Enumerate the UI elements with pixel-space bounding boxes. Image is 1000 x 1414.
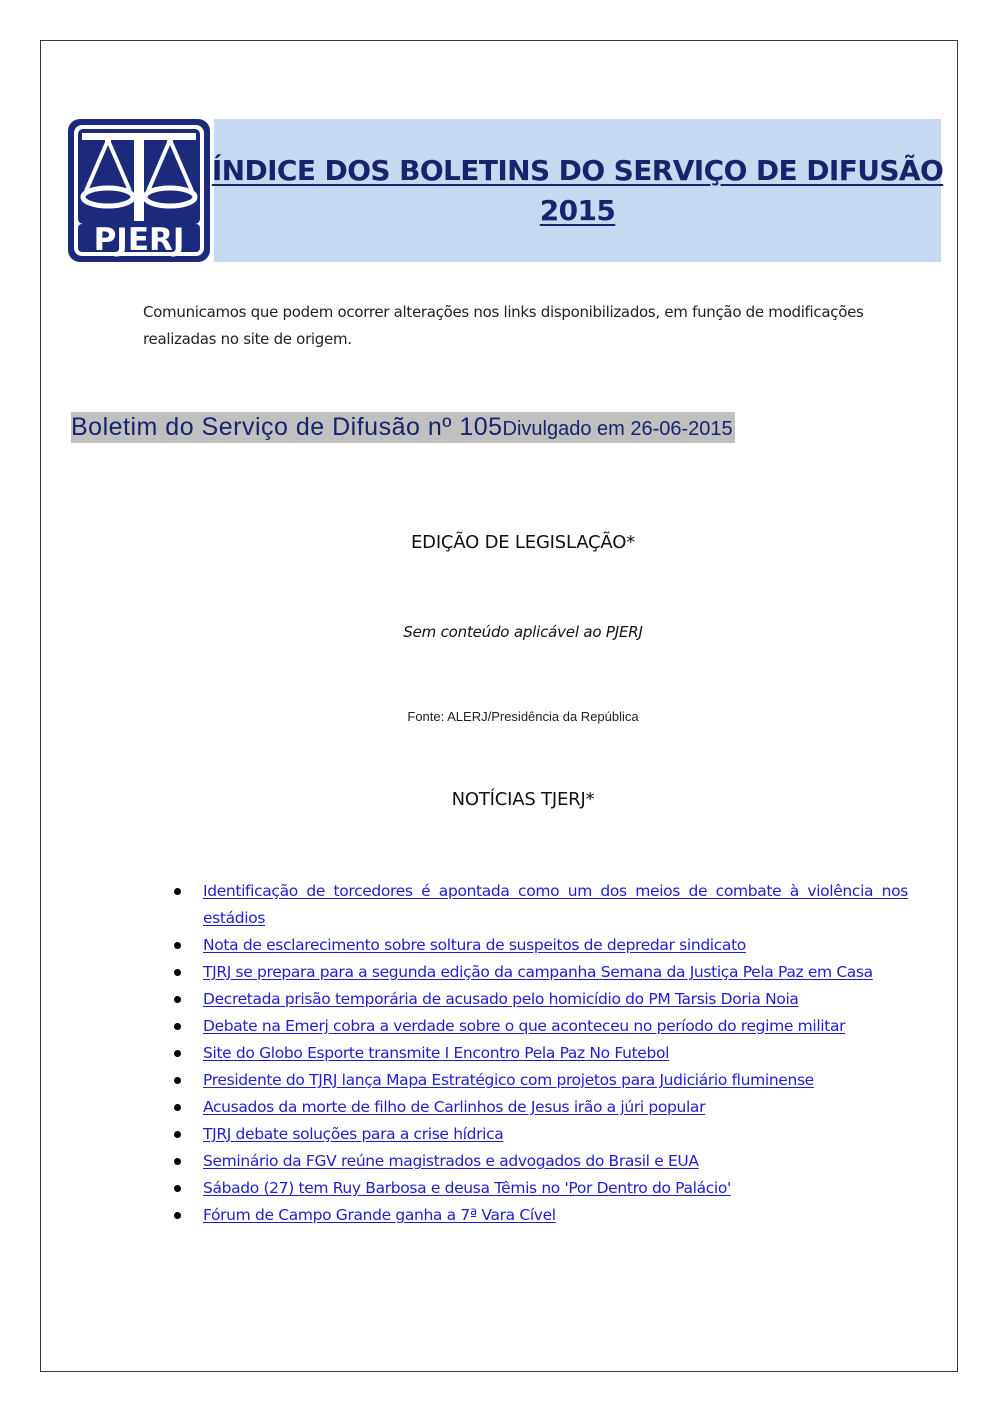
news-link[interactable]: Site do Globo Esporte transmite I Encontro Pela Paz No Futebol [203,1044,670,1062]
list-item [168,1175,908,1202]
legislation-heading: EDIÇÃO DE LEGISLAÇÃO* [410,532,635,553]
news-link[interactable]: Nota de esclarecimento sobre soltura de suspeitos de depredar sindicato [203,936,746,954]
bullet-icon [174,996,181,1003]
bullet-icon [174,1050,181,1057]
news-link[interactable]: Seminário da FGV reúne magistrados e advogados do Brasil e EUA [203,1152,699,1170]
news-link[interactable]: Identificação de torcedores é apontada como um dos meios de combate à violência nos estádios [203,882,908,927]
bullet-icon [174,942,181,949]
list-item [168,1067,908,1094]
bulletin-date: Divulgado em 26-06-2015 [502,418,733,440]
news-link[interactable]: Fórum de Campo Grande ganha a 7ª Vara Cível [203,1206,556,1224]
list-item [168,1013,908,1040]
bullet-icon [174,1131,181,1138]
bullet-icon [174,1023,181,1030]
list-item [168,1121,908,1148]
list-item [168,1148,908,1175]
bullet-icon [174,1212,181,1219]
list-item [168,1202,908,1229]
legislation-source: Fonte: ALERJ/Presidência da República [407,709,639,724]
news-link[interactable]: Sábado (27) tem Ruy Barbosa e deusa Têmis no 'Por Dentro do Palácio' [203,1179,731,1197]
bulletin-title: Boletim do Serviço de Difusão nº 105 [71,413,503,441]
bullet-icon [174,1104,181,1111]
page-title-year[interactable]: 2015 [539,193,616,227]
news-link[interactable]: TJRJ se prepara para a segunda edição da campanha Semana da Justiça Pela Paz em Casa [203,963,873,981]
scales-of-justice-icon [68,119,210,262]
news-link[interactable]: Presidente do TJRJ lança Mapa Estratégico com projetos para Judiciário fluminense [203,1071,814,1089]
bullet-icon [174,1077,181,1084]
header-title-box [211,119,944,262]
list-item [168,1094,908,1121]
list-item [168,878,908,932]
legislation-no-content: Sem conteúdo aplicável ao PJERJ [403,623,643,641]
news-list [168,878,908,1229]
notice-text: Comunicamos que podem ocorrer alterações nos links disponibilizados, em função de modificações realizadas no site de origem. [143,303,864,348]
list-item [168,959,908,986]
page-title[interactable]: ÍNDICE DOS BOLETINS DO SERVIÇO DE DIFUSÃO [211,153,944,187]
list-item [168,1040,908,1067]
logo-text: PJERJ [93,222,185,258]
bullet-icon [174,1158,181,1165]
bullet-icon [174,969,181,976]
pjerj-logo [68,119,210,262]
news-link[interactable]: Decretada prisão temporária de acusado pelo homicídio do PM Tarsis Doria Noia [203,990,799,1008]
news-link[interactable]: Acusados da morte de filho de Carlinhos de Jesus irão a júri popular [203,1098,706,1116]
news-link[interactable]: Debate na Emerj cobra a verdade sobre o que aconteceu no período do regime militar [203,1017,846,1035]
list-item [168,932,908,959]
bulletin-heading [71,412,735,443]
news-link[interactable]: TJRJ debate soluções para a crise hídrica [203,1125,504,1143]
list-item [168,986,908,1013]
bullet-icon [174,1185,181,1192]
news-heading: NOTÍCIAS TJERJ* [451,789,595,810]
bullet-icon [174,888,181,895]
